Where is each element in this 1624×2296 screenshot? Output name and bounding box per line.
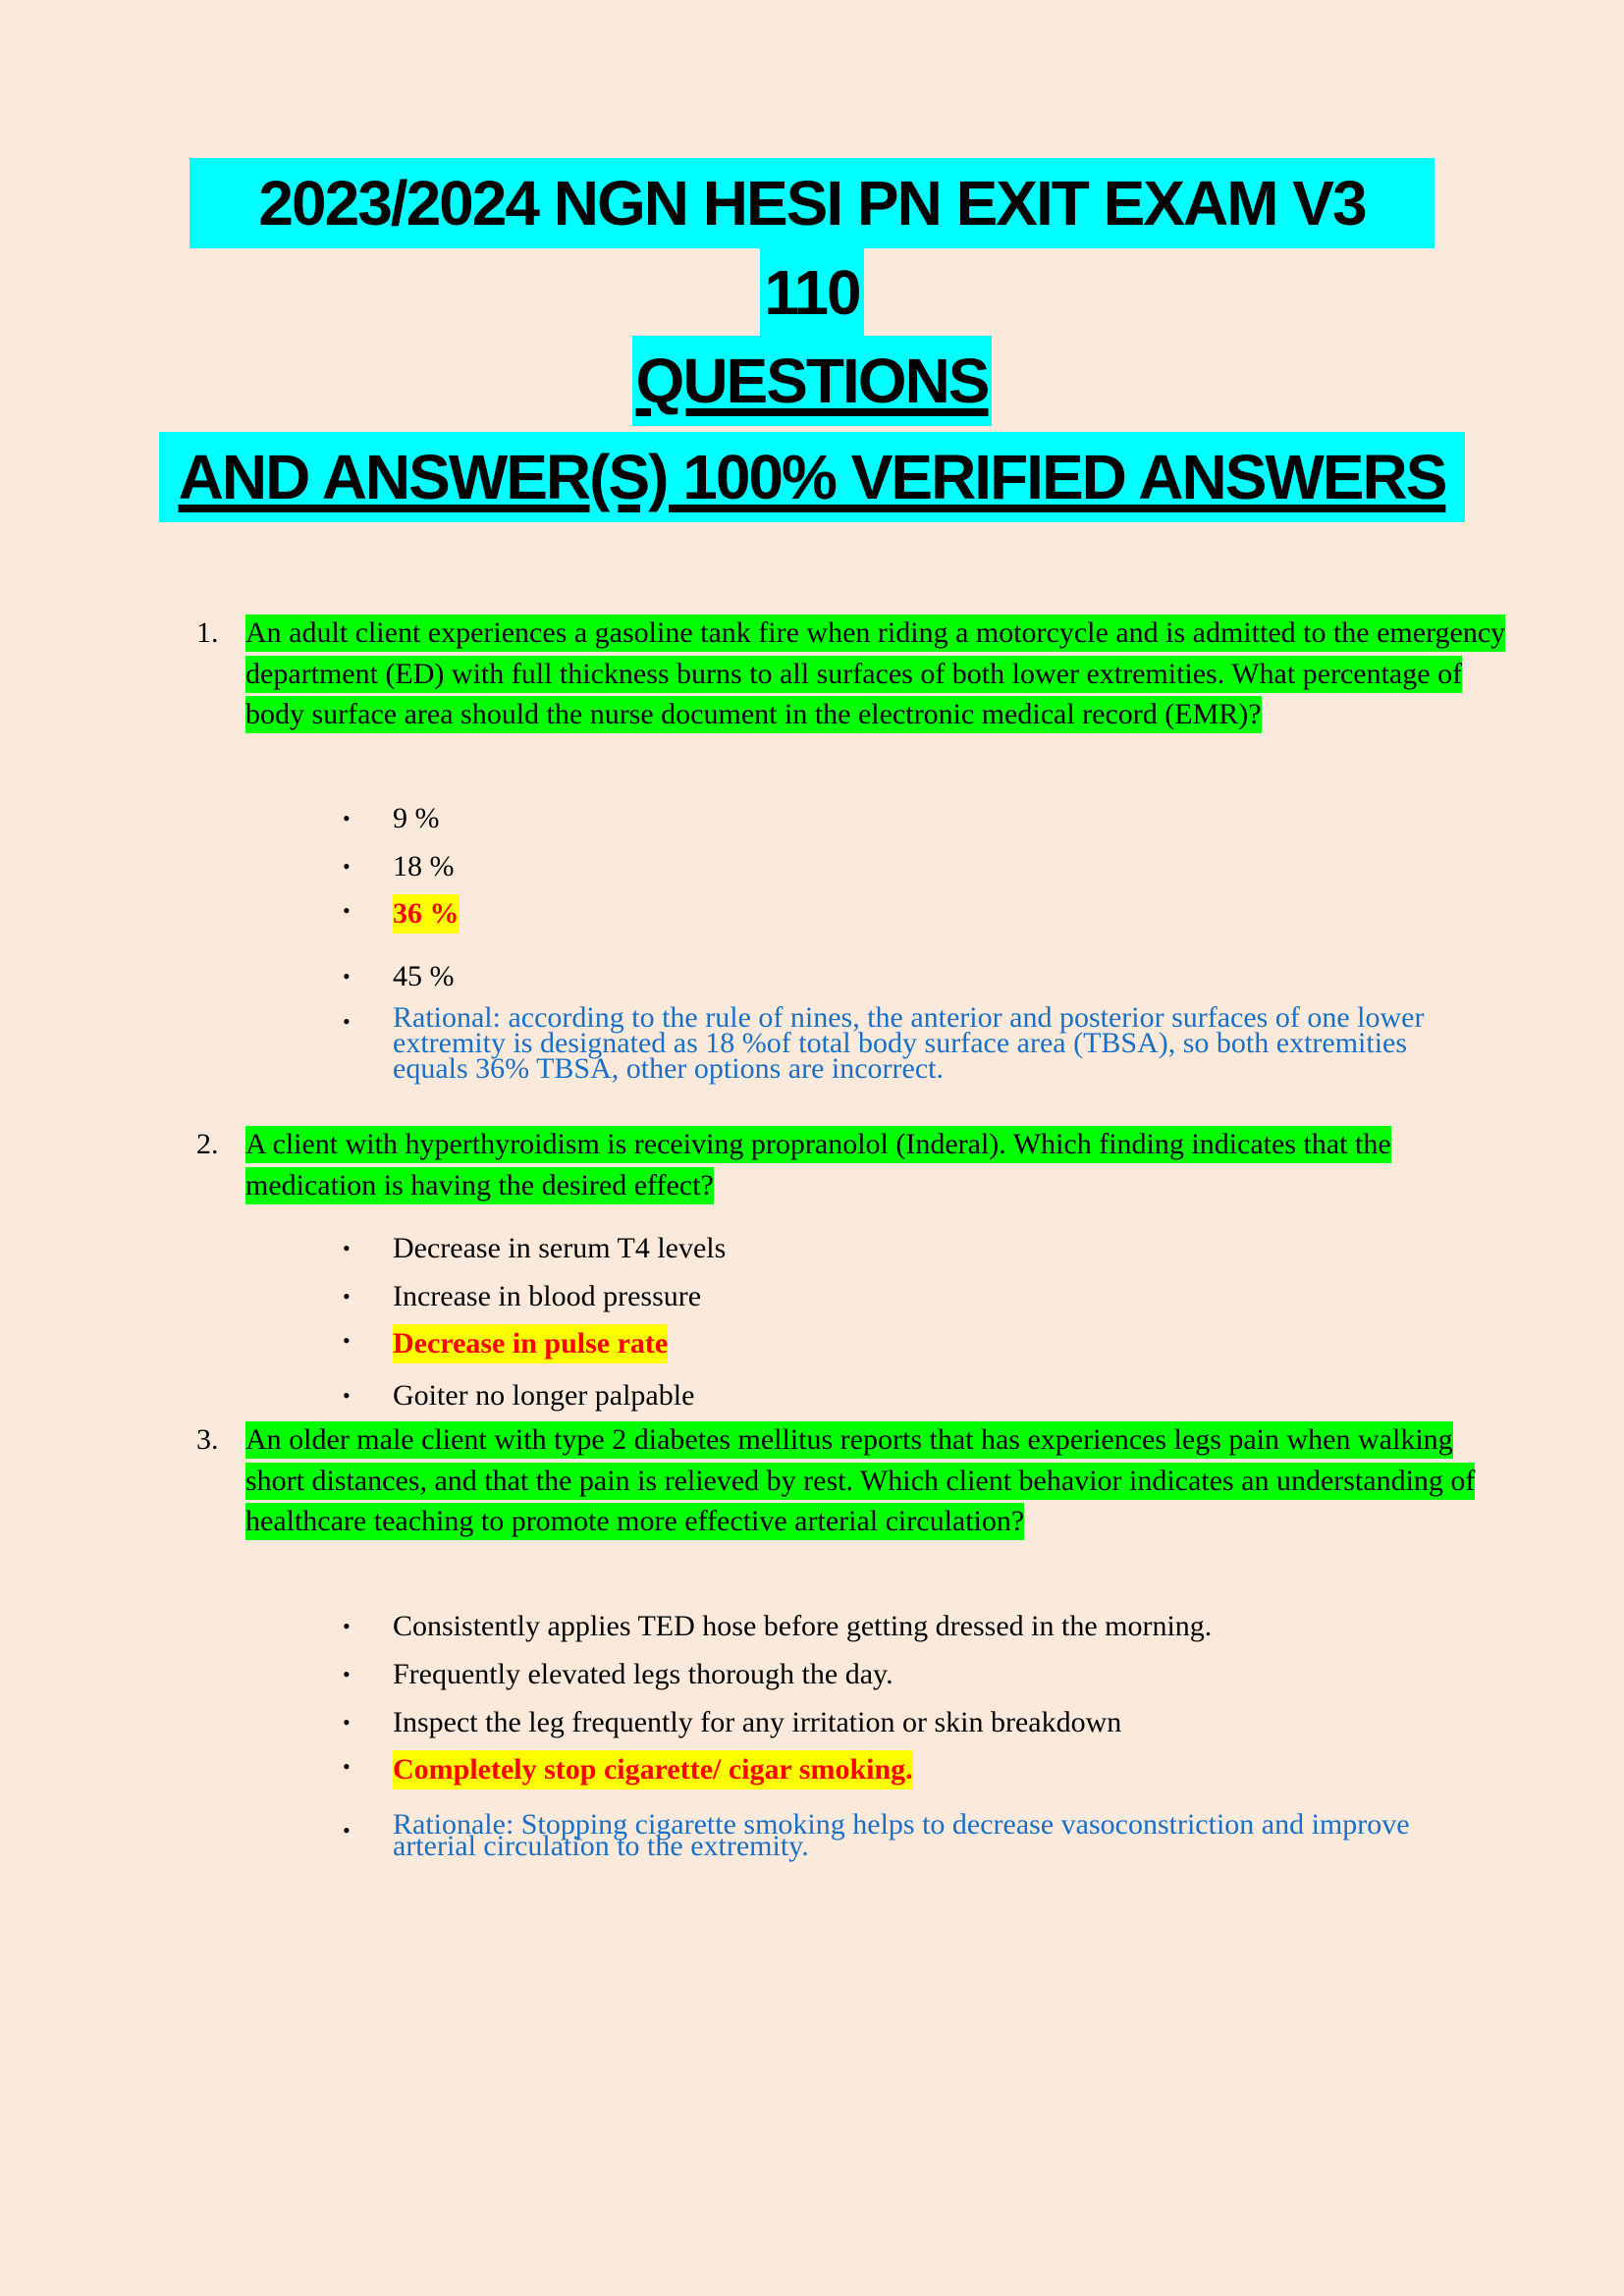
option-text: Increase in blood pressure [393,1280,702,1312]
option-text: Inspect the leg frequently for any irritation or skin breakdown [393,1706,1122,1738]
bullet-icon: • [343,964,351,988]
option-text: Frequently elevated legs thorough the day. [393,1658,893,1690]
bullet-icon: • [343,1754,351,1779]
option-text: Decrease in serum T4 levels [393,1232,727,1264]
bullet-icon: • [343,1009,351,1034]
bullet-icon: • [343,1383,351,1408]
question-text [245,1124,1512,1205]
document-title-line-3 [0,336,1624,426]
question-text [245,1419,1512,1542]
document-title-line-1 [0,158,1624,248]
bullet-icon: • [343,1236,351,1260]
question-text-highlight: An adult client experiences a gasoline tank fire when riding a motorcycle and is admitted to the emergency department (ED) with full thickness burns to all surfaces of both lower extremities. What percentage of body surface area should the nurse document in the electronic medical record (EMR)? [245,614,1505,733]
bullet-icon: • [343,1818,351,1842]
title-text-4: AND ANSWER(S) 100% VERIFIED ANSWERS [159,432,1465,522]
option-text: Goiter no longer palpable [393,1379,695,1412]
bullet-icon: • [343,1284,351,1308]
document-title-line-2 [0,247,1624,338]
option-text: 45 % [393,960,455,992]
question-number: 2. [196,1128,219,1160]
bullet-icon: • [343,1662,351,1686]
rationale-text: Rational: according to the rule of nines, the anterior and posterior surfaces of one lower extremity is designated as 18 %of total body surface area (TBSA), so both extremities equals 36% TBSA, other options are incorrect. [393,1001,1425,1085]
question-number: 1. [196,616,219,649]
bullet-icon: • [343,806,351,830]
option-text: 18 % [393,850,455,882]
bullet-icon: • [343,1614,351,1638]
bullet-icon: • [343,1328,351,1353]
bullet-icon: • [343,854,351,879]
title-text-1: 2023/2024 NGN HESI PN EXIT EXAM V3 [189,158,1435,248]
title-text-3: QUESTIONS [632,336,993,426]
option-text: Consistently applies TED hose before getting dressed in the morning. [393,1610,1213,1642]
correct-answer-text: 36 % [393,894,460,934]
title-text-2: 110 [760,247,863,338]
bullet-icon: • [343,898,351,923]
question-number: 3. [196,1423,219,1456]
correct-answer-text: Decrease in pulse rate [393,1324,668,1363]
question-text [245,613,1512,735]
question-text-highlight: An older male client with type 2 diabetes mellitus reports that has experiences legs pain when walking short distances, and that the pain is relieved by rest. Which client behavior indicates an understanding of healthcare teaching to promote more effective arterial circulation? [245,1421,1475,1540]
document-title-line-4 [0,432,1624,522]
option-text: 9 % [393,802,440,834]
correct-answer-text: Completely stop cigarette/ cigar smoking. [393,1750,913,1789]
rationale-text: Rationale: Stopping cigarette smoking helps to decrease vasoconstriction and improve arterial circulation to the extremity. [393,1808,1410,1862]
bullet-icon: • [343,1710,351,1735]
question-text-highlight: A client with hyperthyroidism is receiving propranolol (Inderal). Which finding indicates that the medication is having the desired effect? [245,1126,1391,1204]
